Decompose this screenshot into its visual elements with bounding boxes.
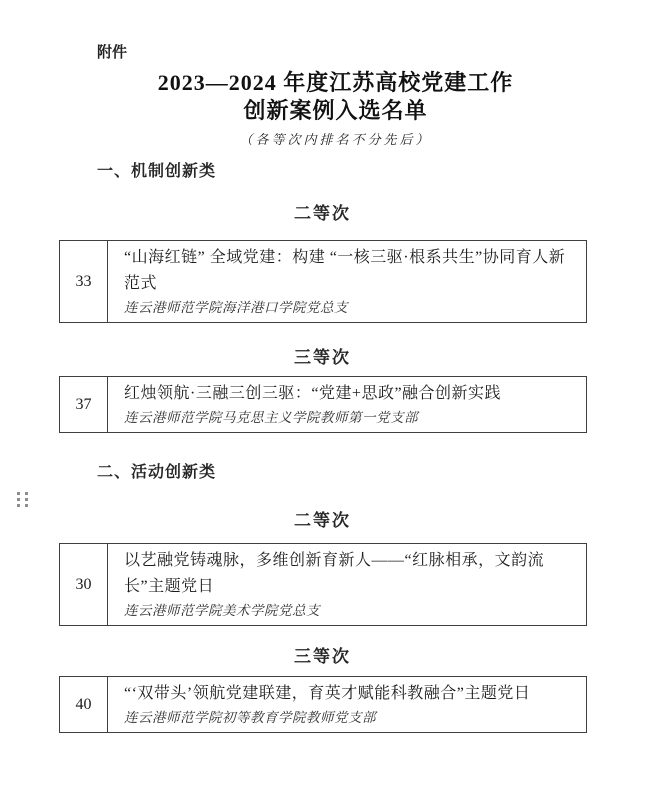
case-org: 连云港师范学院海洋港口学院党总支 [124,300,348,315]
case-content-cell [108,377,587,433]
case-table-37 [59,376,587,433]
grip-dot [17,498,20,501]
case-number: 40 [60,677,108,733]
case-title: 红烛领航·三融三创三驱：“党建+思政”融合创新实践 [124,385,502,402]
grip-dot [25,498,28,501]
tier-heading-second-class-1: 二等次 [294,204,351,223]
case-content-cell [108,241,587,323]
table-row [60,377,587,433]
case-table-33 [59,240,587,323]
section-heading-activity: 二、活动创新类 [97,464,217,481]
table-row [60,677,587,733]
section-heading-mechanism: 一、机制创新类 [97,163,217,180]
case-org: 连云港师范学院初等教育学院教师党支部 [124,710,376,725]
case-org: 连云港师范学院马克思主义学院教师第一党支部 [124,410,418,425]
case-org: 连云港师范学院美术学院党总支 [124,603,320,618]
case-title: “‘双带头’领航党建联建，育英才赋能科教融合”主题党日 [124,685,531,702]
case-title: “山海红链” 全域党建：构建 “一核三驱·根系共生”协同育人新范式 [124,249,566,292]
case-number: 30 [60,544,108,626]
grip-dot [17,504,20,507]
case-title: 以艺融党铸魂脉，多维创新育新人——“红脉相承，文韵流长”主题党日 [124,552,545,595]
case-table-40 [59,676,587,733]
table-row [60,544,587,626]
case-content-cell [108,677,587,733]
grip-dot [25,492,28,495]
doc-title-line2: 创新案例入选名单 [243,98,428,123]
tier-heading-third-class-2: 三等次 [294,647,351,666]
tier-heading-second-class-2: 二等次 [294,511,351,530]
tier-heading-third-class-1: 三等次 [294,348,351,367]
case-table-30 [59,543,587,626]
case-number: 37 [60,377,108,433]
attachment-label: 附件 [97,44,128,61]
grip-dot [25,504,28,507]
grip-dots-icon[interactable] [17,492,30,510]
doc-title-line1: 2023—2024 年度江苏高校党建工作 [157,70,514,95]
case-content-cell [108,544,587,626]
case-number: 33 [60,241,108,323]
table-row [60,241,587,323]
doc-subtitle: （各等次内排名不分先后） [239,132,432,147]
grip-dot [17,492,20,495]
